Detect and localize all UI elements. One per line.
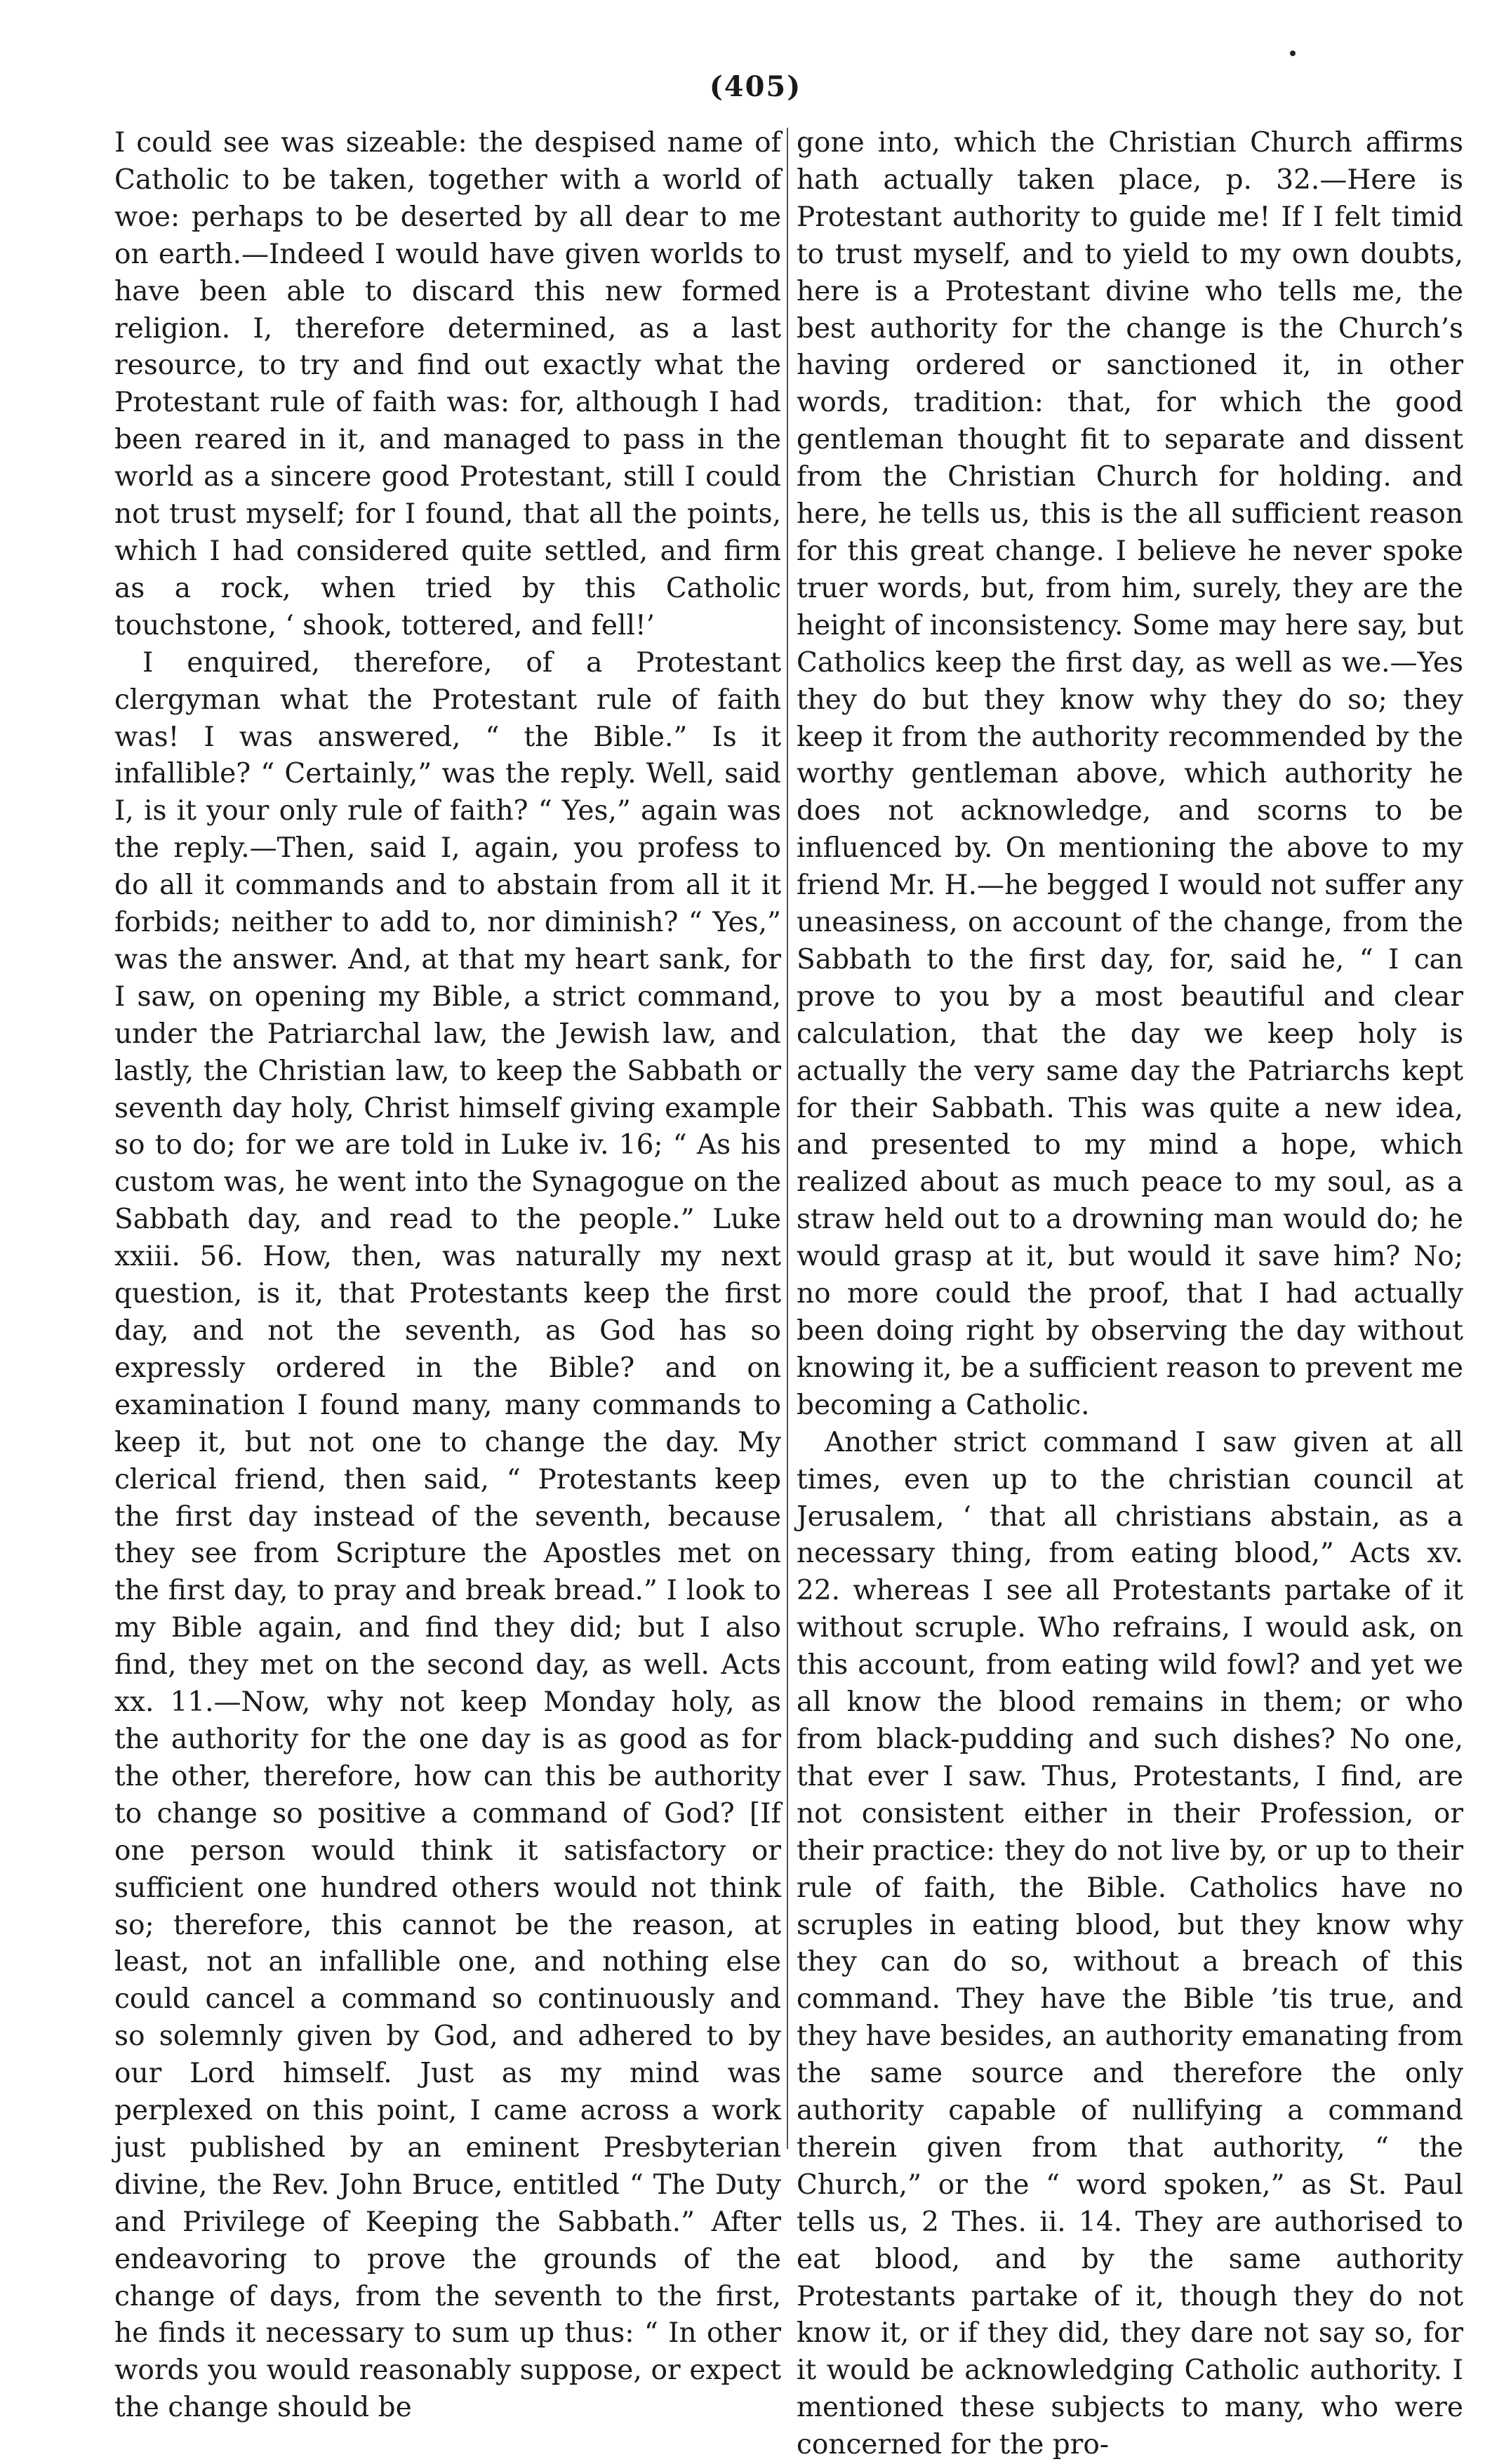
left-column — [114, 125, 781, 2427]
page-number: (405) — [709, 70, 802, 103]
column-divider — [787, 128, 788, 2149]
left-paragraph-1: I could see was sizeable: the despised name of Catholic to be taken, together with a world of woe: perhaps to be deserted by all dear to me on earth.—Indeed I would have given worlds to have been able to discard this new formed religion. I, therefore determined, as a last resource, to try and find out exactly what the Protestant rule of faith was: for, although I had been reared in it, and managed to pass in the world as a sincere good Protestant, still I could not trust myself; for I found, that all the points, which I had considered quite settled, and firm as a rock, when tried by this Catholic touchstone, ‘ shook, tottered, and fell!’ — [114, 127, 781, 641]
left-paragraph-2: I enquired, therefore, of a Protestant clergyman what the Protestant rule of faith was! I was answered, “ the Bible.” Is it infallible? “ Certainly,” was the reply. Well, said I, is it your only rule of faith? “ Yes,” again was the reply.—Then, said I, again, you profess to do all it commands and to abstain from all it it forbids; neither to add to, nor diminish? “ Yes,” was the answer. And, at that my heart sank, for I saw, on opening my Bible, a strict command, under the Patriarchal law, the Jewish law, and lastly, the Christian law, to keep the Sabbath or seventh day holy, Christ himself giving example so to do; for we are told in Luke iv. 16; “ As his custom was, he went into the Synagogue on the Sabbath day, and read to the people.” Luke xxiii. 56. How, then, was naturally my next question, is it, that Protestants keep the first day, and not the seventh, as God has so expressly ordered in the Bible? and on examination I found many, many commands to keep it, but not one to change the day. My clerical friend, then said, “ Protestants keep the first day instead of the seventh, because they see from Scripture the Apostles met on the first day, to pray and break bread.” I look to my Bible again, and find they did; but I also find, they met on the second day, as well. Acts xx. 11.—Now, why not keep Monday holy, as the authority for the one day is as good as for the other, therefore, how can this be authority to change so positive a command of God? [If one person would think it satisfactory or sufficient one hundred others would not think so; therefore, this cannot be the reason, at least, not an infallible one, and nothing else could cancel a command so continuously and so solemnly given by God, and adhered to by our Lord himself. Just as my mind was perplexed on this point, I came across a work just published by an eminent Presbyterian divine, the Rev. John Bruce, entitled “ The Duty and Privilege of Keeping the Sabbath.” After endeavoring to prove the grounds of the change of days, from the seventh to the first, he finds it necessary to sum up thus: “ In other words you would reasonably suppose, or expect the change should be — [114, 646, 781, 2424]
right-paragraph-2: Another strict command I saw given at all times, even up to the christian council at Jerusalem, ‘ that all christians abstain, as a necessary thing, from eating blood,” Acts xv. 22. whereas I see all Protestants partake of it without scruple. Who refrains, I would ask, on this account, from eating wild fowl? and yet we all know the blood remains in them; or who from black-pudding and such dishes? No one, that ever I saw. Thus, Protestants, I find, are not consistent either in their Profession, or their practice: they do not live by, or up to their rule of faith, the Bible. Catholics have no scruples in eating blood, but they know why they can do so, without a breach of this command. They have the Bible ’tis true, and they have besides, an authority emanating from the same source and therefore the only authority capable of nullifying a command therein given from that authority, “ the Church,” or the “ word spoken,” as St. Paul tells us, 2 Thes. ii. 14. They are authorised to eat blood, and by the same authority Protestants partake of it, though they do not know it, or if they did, they dare not say so, for it would be acknowledging Catholic authority. I mentioned these subjects to many, who were concerned for the pro- — [797, 1426, 1463, 2461]
right-paragraph-1: gone into, which the Christian Church affirms hath actually taken place, p. 32.—Here is Protestant authority to guide me! If I felt timid to trust myself, and to yield to my own doubts, here is a Protestant divine who tells me, the best authority for the change is the Church’s having ordered or sanctioned it, in other words, tradition: that, for which the good gentleman thought fit to separate and dissent from the Christian Church for holding. and here, he tells us, this is the all sufficient reason for this great change. I believe he never spoke truer words, but, from him, surely, they are the height of inconsistency. Some may here say, but Catholics keep the first day, as well as we.—Yes they do but they know why they do so; they keep it from the authority recommended by the worthy gentleman above, which authority he does not acknowledge, and scorns to be influenced by. On mentioning the above to my friend Mr. H.—he begged I would not suffer any uneasiness, on account of the change, from the Sabbath to the first day, for, said he, “ I can prove to you by a most beautiful and clear calculation, that the day we keep holy is actually the very same day the Patriarchs kept for their Sabbath. This was quite a new idea, and presented to my mind a hope, which realized about as much peace to my soul, as a straw held out to a drowning man would do; he would grasp at it, but would it save him? No; no more could the proof, that I had actually been doing right by observing the day without knowing it, be a sufficient reason to prevent me becoming a Catholic. — [797, 127, 1463, 1421]
right-column — [797, 125, 1463, 2464]
ink-speck — [1290, 51, 1296, 56]
